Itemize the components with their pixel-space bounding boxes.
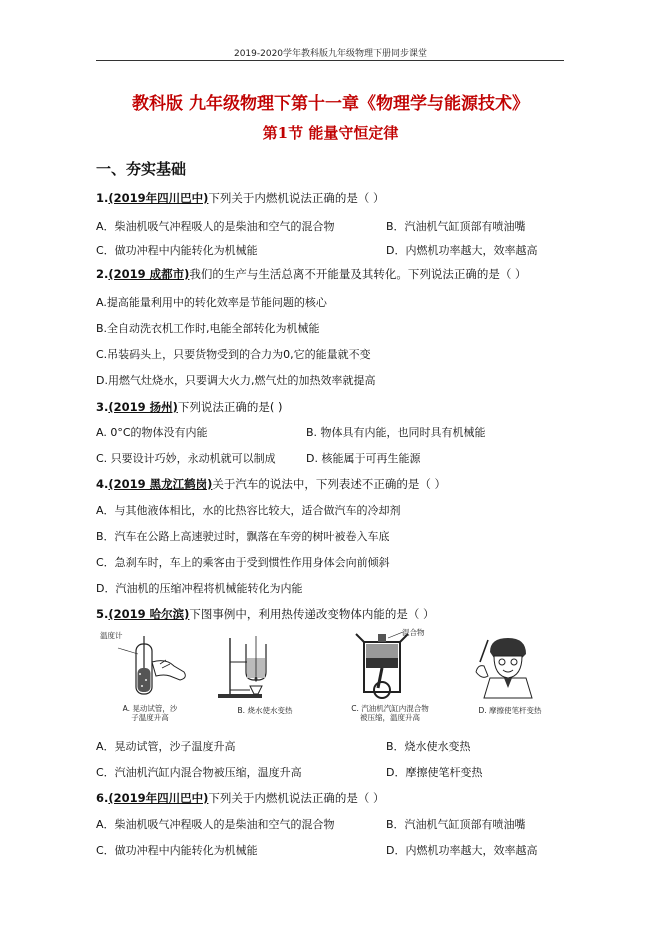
mixture-label: 混合物 (402, 628, 425, 637)
option-d: D．汽油机的压缩冲程将机械能转化为内能 (96, 582, 303, 595)
option-b: B．汽油机气缸顶部有喷油嘴 (386, 818, 526, 831)
boiling-water-illustration (210, 632, 320, 702)
question-text: 下列关于内燃机说法正确的是（ ） (208, 191, 385, 205)
caption-line: 子温度升高 (131, 713, 169, 722)
question-text: 关于汽车的说法中，下列表述不正确的是（ ） (212, 477, 447, 491)
option-a: A．晃动试管，沙子温度升高 (96, 740, 236, 753)
shaking-test-tube-illustration (100, 632, 200, 702)
question-source: (2019 扬州) (108, 400, 178, 414)
caption-line: B. 烧水使水变热 (237, 706, 293, 715)
question-text: 下图事例中，利用热传递改变物体内能的是（ ） (189, 607, 435, 621)
option-a: A．与其他液体相比，水的比热容比较大，适合做汽车的冷却剂 (96, 504, 401, 517)
document-title: 教科版 九年级物理下第十一章《物理学与能源技术》 (132, 94, 529, 114)
option-a: A．柴油机吸气冲程吸人的是柴油和空气的混合物 (96, 818, 335, 831)
question-2-stem (96, 266, 527, 282)
option-d: D．内燃机功率越大，效率越高 (386, 244, 538, 257)
question-source: (2019 哈尔滨) (108, 607, 190, 621)
header-divider (96, 60, 564, 61)
option-b: B. 物体具有内能，也同时具有机械能 (306, 426, 486, 439)
figure-b (210, 632, 320, 727)
option-c: C．做功冲程中内能转化为机械能 (96, 844, 258, 857)
engine-cylinder-illustration (330, 632, 450, 702)
figure-c (330, 628, 450, 727)
question-number: 4. (96, 477, 109, 491)
question-source: (2019年四川巴中) (108, 191, 209, 205)
question-source: (2019 成都市) (108, 267, 190, 281)
question-text: 我们的生产与生活总离不开能量及其转化。下列说法正确的是（ ） (189, 267, 527, 281)
option-d: D. 核能属于可再生能源 (306, 452, 421, 465)
question-text: 下列说法正确的是( ) (177, 400, 283, 414)
question-source: (2019 黑龙江鹤岗) (108, 477, 213, 491)
figure-c-caption (330, 704, 450, 722)
option-c: C.吊装码头上，只要货物受到的合力为0,它的能量就不变 (96, 348, 371, 361)
question-number: 2. (96, 267, 109, 281)
question-3-stem (96, 399, 283, 415)
option-d: D.用燃气灶烧水，只要调大火力,燃气灶的加热效率就提高 (96, 374, 376, 387)
caption-line: 被压缩，温度升高 (360, 713, 420, 722)
caption-line: C. 汽油机汽缸内混合物 (351, 704, 429, 713)
caption-line: A. 晃动试管，沙 (122, 704, 178, 713)
question-6-stem (96, 790, 385, 806)
option-a: A. 0°C的物体没有内能 (96, 426, 208, 439)
pen-friction-illustration (460, 632, 560, 702)
option-d: D．摩擦使笔杆变热 (386, 766, 483, 779)
question-5-figures (100, 628, 560, 727)
option-b: B．汽车在公路上高速驶过时，飘落在车旁的树叶被卷入车底 (96, 530, 390, 543)
question-text: 下列关于内燃机说法正确的是（ ） (208, 791, 385, 805)
question-number: 5. (96, 607, 109, 621)
option-c: C．急刹车时，车上的乘客由于受到惯性作用身体会向前倾斜 (96, 556, 390, 569)
question-5-stem (96, 606, 435, 622)
option-b: B．烧水使水变热 (386, 740, 471, 753)
figure-b-caption (210, 706, 320, 715)
question-4-stem (96, 476, 446, 492)
question-number: 1. (96, 191, 109, 205)
question-number: 6. (96, 791, 109, 805)
option-a: A．柴油机吸气冲程吸人的是柴油和空气的混合物 (96, 220, 335, 233)
section-heading: 一、夯实基础 (96, 160, 187, 178)
figure-d (460, 632, 560, 727)
option-b: B.全自动洗衣机工作时,电能全部转化为机械能 (96, 322, 320, 335)
question-number: 3. (96, 400, 109, 414)
option-c: C．做功冲程中内能转化为机械能 (96, 244, 258, 257)
figure-a (100, 632, 200, 727)
page-header: 2019-2020学年教科版九年级物理下册同步课堂 (233, 49, 428, 59)
option-d: D．内燃机功率越大，效率越高 (386, 844, 538, 857)
thermometer-label: 温度计 (100, 631, 123, 640)
question-source: (2019年四川巴中) (108, 791, 209, 805)
option-c: C．汽油机汽缸内混合物被压缩，温度升高 (96, 766, 302, 779)
option-b: B．汽油机气缸顶部有喷油嘴 (386, 220, 526, 233)
section-title: 第1节 能量守恒定律 (262, 124, 399, 142)
figure-d-caption (460, 706, 560, 715)
figure-a-caption (104, 704, 196, 722)
caption-line: D. 摩擦使笔杆变热 (478, 706, 542, 715)
option-c: C. 只要设计巧妙，永动机就可以制成 (96, 452, 276, 465)
option-a: A.提高能量利用中的转化效率是节能问题的核心 (96, 296, 327, 309)
question-1-stem (96, 190, 385, 206)
